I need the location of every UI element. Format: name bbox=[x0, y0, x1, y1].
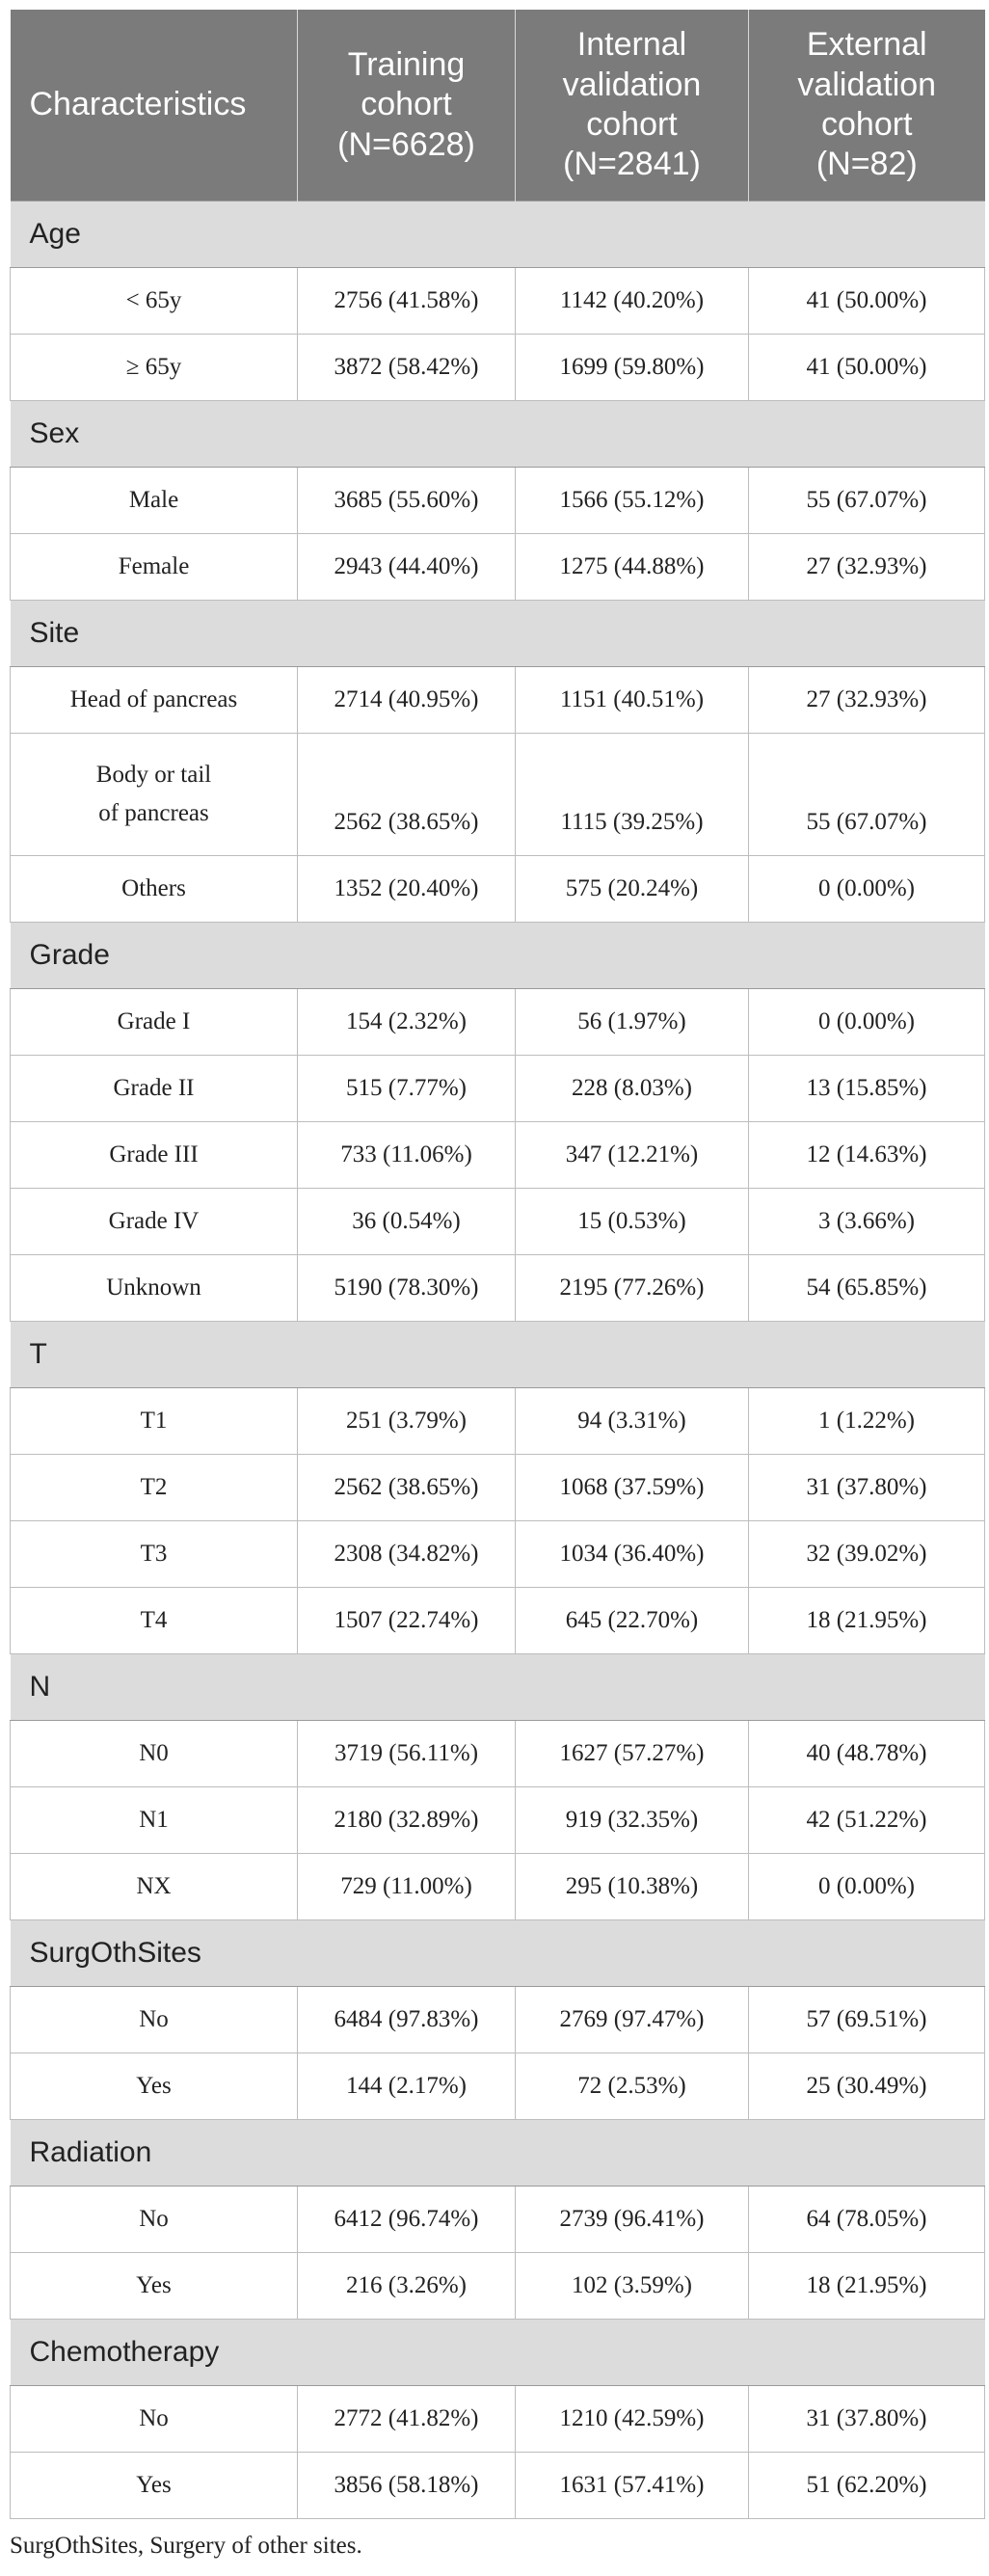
external-validation-cell: 27 (32.93%) bbox=[749, 534, 985, 601]
training-cohort-cell: 2562 (38.65%) bbox=[298, 734, 516, 856]
table-row bbox=[11, 1056, 985, 1122]
external-validation-cell: 51 (62.20%) bbox=[749, 2453, 985, 2519]
table-row bbox=[11, 2187, 985, 2253]
table-row bbox=[11, 268, 985, 335]
external-validation-cell: 27 (32.93%) bbox=[749, 667, 985, 734]
external-validation-cell: 18 (21.95%) bbox=[749, 1588, 985, 1654]
row-label-cell: Body or tail of pancreas bbox=[11, 734, 298, 856]
row-label-cell: Yes bbox=[11, 2053, 298, 2120]
group-label: Site bbox=[11, 601, 985, 667]
internal-validation-cell: 1699 (59.80%) bbox=[516, 335, 749, 401]
external-validation-cell: 42 (51.22%) bbox=[749, 1787, 985, 1854]
external-validation-cell: 41 (50.00%) bbox=[749, 268, 985, 335]
internal-validation-cell: 56 (1.97%) bbox=[516, 989, 749, 1056]
internal-validation-cell: 1034 (36.40%) bbox=[516, 1521, 749, 1588]
table-row bbox=[11, 1987, 985, 2053]
external-validation-cell: 0 (0.00%) bbox=[749, 856, 985, 923]
external-validation-cell: 25 (30.49%) bbox=[749, 2053, 985, 2120]
training-cohort-cell: 515 (7.77%) bbox=[298, 1056, 516, 1122]
training-cohort-cell: 6412 (96.74%) bbox=[298, 2187, 516, 2253]
external-validation-cell: 0 (0.00%) bbox=[749, 989, 985, 1056]
table-row bbox=[11, 1521, 985, 1588]
row-label-cell: ≥ 65y bbox=[11, 335, 298, 401]
table-row bbox=[11, 2453, 985, 2519]
internal-validation-cell: 72 (2.53%) bbox=[516, 2053, 749, 2120]
external-validation-cell: 55 (67.07%) bbox=[749, 468, 985, 534]
external-validation-cell: 18 (21.95%) bbox=[749, 2253, 985, 2320]
row-label-cell: No bbox=[11, 2187, 298, 2253]
internal-validation-cell: 1627 (57.27%) bbox=[516, 1721, 749, 1787]
table-row bbox=[11, 1787, 985, 1854]
header-training-cohort: Training cohort (N=6628) bbox=[298, 10, 516, 201]
internal-validation-cell: 1151 (40.51%) bbox=[516, 667, 749, 734]
internal-validation-cell: 102 (3.59%) bbox=[516, 2253, 749, 2320]
training-cohort-cell: 5190 (78.30%) bbox=[298, 1255, 516, 1322]
training-cohort-cell: 1352 (20.40%) bbox=[298, 856, 516, 923]
training-cohort-cell: 2180 (32.89%) bbox=[298, 1787, 516, 1854]
row-label-cell: Female bbox=[11, 534, 298, 601]
table-row bbox=[11, 1588, 985, 1654]
internal-validation-cell: 919 (32.35%) bbox=[516, 1787, 749, 1854]
header-row bbox=[11, 10, 985, 201]
row-label-cell: Yes bbox=[11, 2253, 298, 2320]
training-cohort-cell: 2308 (34.82%) bbox=[298, 1521, 516, 1588]
external-validation-cell: 32 (39.02%) bbox=[749, 1521, 985, 1588]
external-validation-cell: 55 (67.07%) bbox=[749, 734, 985, 856]
external-validation-cell: 41 (50.00%) bbox=[749, 335, 985, 401]
group-label: Sex bbox=[11, 401, 985, 468]
table-row bbox=[11, 667, 985, 734]
group-row-surgothsites bbox=[11, 1920, 985, 1987]
table-row bbox=[11, 1721, 985, 1787]
characteristics-table bbox=[10, 10, 985, 2519]
training-cohort-cell: 144 (2.17%) bbox=[298, 2053, 516, 2120]
internal-validation-cell: 94 (3.31%) bbox=[516, 1388, 749, 1455]
internal-validation-cell: 2769 (97.47%) bbox=[516, 1987, 749, 2053]
row-label-cell: T1 bbox=[11, 1388, 298, 1455]
group-row-grade bbox=[11, 923, 985, 989]
internal-validation-cell: 1631 (57.41%) bbox=[516, 2453, 749, 2519]
header-internal-validation-cohort: Internal validation cohort (N=2841) bbox=[516, 10, 749, 201]
internal-validation-cell: 645 (22.70%) bbox=[516, 1588, 749, 1654]
row-label-cell: T3 bbox=[11, 1521, 298, 1588]
external-validation-cell: 54 (65.85%) bbox=[749, 1255, 985, 1322]
table-row bbox=[11, 856, 985, 923]
table-row bbox=[11, 534, 985, 601]
internal-validation-cell: 1275 (44.88%) bbox=[516, 534, 749, 601]
internal-validation-cell: 1142 (40.20%) bbox=[516, 268, 749, 335]
internal-validation-cell: 295 (10.38%) bbox=[516, 1854, 749, 1920]
table-row bbox=[11, 335, 985, 401]
training-cohort-cell: 2756 (41.58%) bbox=[298, 268, 516, 335]
group-row-radiation bbox=[11, 2120, 985, 2187]
external-validation-cell: 31 (37.80%) bbox=[749, 1455, 985, 1521]
training-cohort-cell: 216 (3.26%) bbox=[298, 2253, 516, 2320]
table-row bbox=[11, 1255, 985, 1322]
row-label-cell: No bbox=[11, 2386, 298, 2453]
training-cohort-cell: 251 (3.79%) bbox=[298, 1388, 516, 1455]
row-label-cell: N1 bbox=[11, 1787, 298, 1854]
table-row bbox=[11, 2386, 985, 2453]
table-row bbox=[11, 2253, 985, 2320]
external-validation-cell: 0 (0.00%) bbox=[749, 1854, 985, 1920]
group-row-age bbox=[11, 201, 985, 268]
table-row bbox=[11, 734, 985, 856]
row-label-cell: Head of pancreas bbox=[11, 667, 298, 734]
group-row-sex bbox=[11, 401, 985, 468]
training-cohort-cell: 3685 (55.60%) bbox=[298, 468, 516, 534]
header-characteristics: Characteristics bbox=[11, 10, 298, 201]
internal-validation-cell: 228 (8.03%) bbox=[516, 1056, 749, 1122]
internal-validation-cell: 2195 (77.26%) bbox=[516, 1255, 749, 1322]
row-label-cell: NX bbox=[11, 1854, 298, 1920]
table-row bbox=[11, 1854, 985, 1920]
group-row-n bbox=[11, 1654, 985, 1721]
row-label-cell: N0 bbox=[11, 1721, 298, 1787]
group-label: T bbox=[11, 1322, 985, 1388]
external-validation-cell: 57 (69.51%) bbox=[749, 1987, 985, 2053]
internal-validation-cell: 2739 (96.41%) bbox=[516, 2187, 749, 2253]
training-cohort-cell: 36 (0.54%) bbox=[298, 1189, 516, 1255]
training-cohort-cell: 6484 (97.83%) bbox=[298, 1987, 516, 2053]
external-validation-cell: 40 (48.78%) bbox=[749, 1721, 985, 1787]
row-label-cell: Yes bbox=[11, 2453, 298, 2519]
table-row bbox=[11, 1189, 985, 1255]
table-row bbox=[11, 1455, 985, 1521]
row-label-cell: < 65y bbox=[11, 268, 298, 335]
training-cohort-cell: 2772 (41.82%) bbox=[298, 2386, 516, 2453]
characteristics-table-container bbox=[10, 10, 985, 2560]
group-label: Age bbox=[11, 201, 985, 268]
internal-validation-cell: 1210 (42.59%) bbox=[516, 2386, 749, 2453]
group-row-chemotherapy bbox=[11, 2320, 985, 2386]
internal-validation-cell: 1068 (37.59%) bbox=[516, 1455, 749, 1521]
table-body bbox=[11, 201, 985, 2519]
group-row-site bbox=[11, 601, 985, 667]
training-cohort-cell: 729 (11.00%) bbox=[298, 1854, 516, 1920]
training-cohort-cell: 3719 (56.11%) bbox=[298, 1721, 516, 1787]
training-cohort-cell: 733 (11.06%) bbox=[298, 1122, 516, 1189]
table-row bbox=[11, 1388, 985, 1455]
group-row-t bbox=[11, 1322, 985, 1388]
table-row bbox=[11, 468, 985, 534]
row-label-cell: Grade II bbox=[11, 1056, 298, 1122]
external-validation-cell: 12 (14.63%) bbox=[749, 1122, 985, 1189]
training-cohort-cell: 154 (2.32%) bbox=[298, 989, 516, 1056]
table-row bbox=[11, 989, 985, 1056]
group-label: Grade bbox=[11, 923, 985, 989]
external-validation-cell: 13 (15.85%) bbox=[749, 1056, 985, 1122]
training-cohort-cell: 2714 (40.95%) bbox=[298, 667, 516, 734]
header-external-validation-cohort: External validation cohort (N=82) bbox=[749, 10, 985, 201]
row-label-cell: Male bbox=[11, 468, 298, 534]
group-label: SurgOthSites bbox=[11, 1920, 985, 1987]
row-label-cell: T4 bbox=[11, 1588, 298, 1654]
row-label-cell: Grade I bbox=[11, 989, 298, 1056]
row-label-cell: Others bbox=[11, 856, 298, 923]
internal-validation-cell: 15 (0.53%) bbox=[516, 1189, 749, 1255]
row-label-cell: Grade III bbox=[11, 1122, 298, 1189]
row-label-cell: Unknown bbox=[11, 1255, 298, 1322]
external-validation-cell: 1 (1.22%) bbox=[749, 1388, 985, 1455]
training-cohort-cell: 2562 (38.65%) bbox=[298, 1455, 516, 1521]
external-validation-cell: 3 (3.66%) bbox=[749, 1189, 985, 1255]
training-cohort-cell: 3856 (58.18%) bbox=[298, 2453, 516, 2519]
group-label: Radiation bbox=[11, 2120, 985, 2187]
row-label-cell: No bbox=[11, 1987, 298, 2053]
training-cohort-cell: 2943 (44.40%) bbox=[298, 534, 516, 601]
internal-validation-cell: 1566 (55.12%) bbox=[516, 468, 749, 534]
training-cohort-cell: 1507 (22.74%) bbox=[298, 1588, 516, 1654]
internal-validation-cell: 1115 (39.25%) bbox=[516, 734, 749, 856]
internal-validation-cell: 575 (20.24%) bbox=[516, 856, 749, 923]
training-cohort-cell: 3872 (58.42%) bbox=[298, 335, 516, 401]
group-label: N bbox=[11, 1654, 985, 1721]
group-label: Chemotherapy bbox=[11, 2320, 985, 2386]
row-label-cell: Grade IV bbox=[11, 1189, 298, 1255]
table-header bbox=[11, 10, 985, 201]
row-label-cell: T2 bbox=[11, 1455, 298, 1521]
table-footnote: SurgOthSites, Surgery of other sites. bbox=[10, 2533, 362, 2559]
internal-validation-cell: 347 (12.21%) bbox=[516, 1122, 749, 1189]
table-row bbox=[11, 1122, 985, 1189]
external-validation-cell: 31 (37.80%) bbox=[749, 2386, 985, 2453]
table-row bbox=[11, 2053, 985, 2120]
external-validation-cell: 64 (78.05%) bbox=[749, 2187, 985, 2253]
